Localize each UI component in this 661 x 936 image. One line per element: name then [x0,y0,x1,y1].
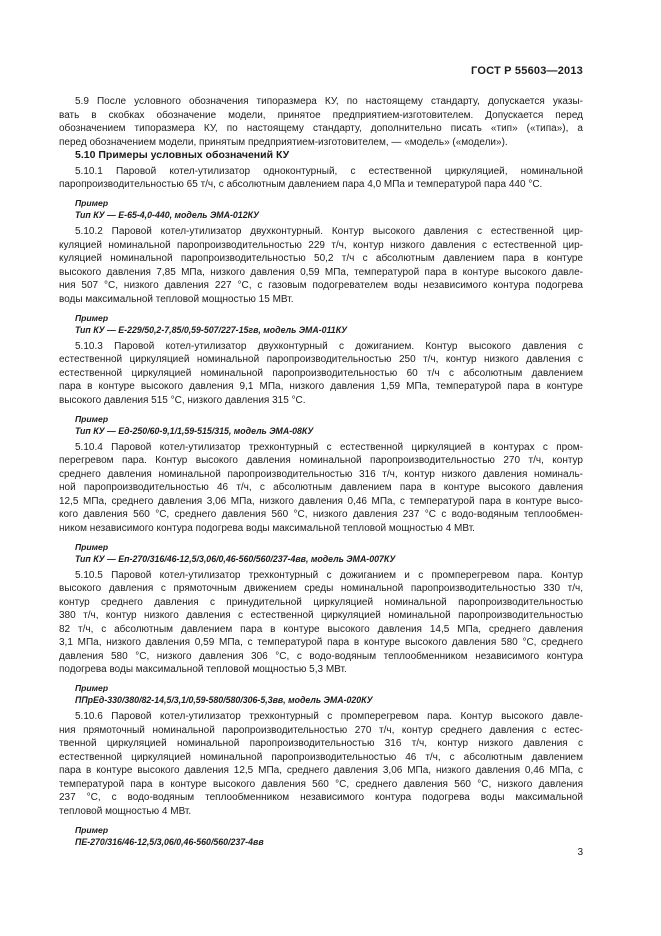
paragraph-line: воды максимальной тепловой мощностью 15 МВт. [59,293,294,305]
paragraph-line: 5.10.2 Паровой котел-утилизатор двухконтурный. Контур высокого давления с естественной цир- [75,226,583,237]
example-label: Пример [75,824,109,835]
paragraph-line: естественной циркуляцией номинальной паропроизводительностью 60 т/ч с абсолютным давлением [59,367,583,379]
example-block [59,312,583,336]
paragraph-line: кого давления 560 °C, среднего давления 560 °C, низкого давления 237 °C с водо-водяным теплообмен- [59,509,583,520]
example-block [59,824,583,848]
paragraph-line: подогрева воды максимальной тепловой мощностью 5,3 МВт. [59,664,347,675]
paragraph-line: ной паропроизводительностью 46 т/ч, с абсолютным давлением пара в контуре высокого давления [59,482,583,493]
example-designation: ППрЕд-330/380/82-14,5/3,1/0,59-580/580/306-5,3вв, модель ЭМА-020КУ [75,695,373,705]
paragraph-line: 82 т/ч, с абсолютным давлением пара в контуре высокого давления 14,5 МПа, среднего давления [59,623,583,635]
clause-5-10-6 [59,710,583,818]
paragraph-line: 3,1 МПа, низкого давления 0,59 МПа, с температурой пара в контуре высокого давления 580 °C, среднего [59,637,583,648]
paragraph-line: перед обозначением модели, принятым предприятием-изготовителем, — «модель» («модели»). [59,136,508,148]
example-label: Пример [75,198,109,208]
paragraph-line: высокого давления с прямоточным движением среды номинальной паропроизводительностью 330 т/ч, [59,583,583,594]
example-label: Пример [75,683,109,693]
example-block [59,682,583,706]
section-heading: 5.10 Примеры условных обозначений КУ [75,149,290,161]
page-number: 3 [577,847,583,858]
example-designation: Тип КУ — Ед-250/60-9,1/1,59-515/315, модель ЭМА-08КУ [75,425,314,436]
clause-5-9 [59,95,583,149]
standard-designation-header: ГОСТ Р 55603—2013 [471,65,583,77]
paragraph-line: 5.10.1 Паровой котел-утилизатор одноконтурный, с естественной циркуляцией, номинальной [75,165,583,177]
clause-5-10-3 [59,340,583,408]
paragraph-line: естественной циркуляцией номинальной паропроизводительностью 250 т/ч, контур низкого давления с [59,354,583,365]
paragraph-line: 380 т/ч, контур низкого давления с естественной циркуляцией номинальной паропроизводительностью [59,610,583,621]
paragraph-line: 5.10.5 Паровой котел-утилизатор трехконтурный с дожиганием и с промперегревом пара. Контур [75,569,583,581]
example-block [59,197,583,221]
paragraph-line: вать в скобках обозначение модели, принятое предприятием-изготовителем. Допускается перед [59,109,583,121]
paragraph-line: тепловой мощностью 4 МВт. [59,805,192,817]
paragraph-line: куляцией номинальной паропроизводительностью 229 т/ч, контур низкого давления с естественной цир- [59,239,583,251]
example-designation: Тип КУ — Е-229/50,2-7,85/0,59-507/227-15гв, модель ЭМА-011КУ [75,324,348,335]
example-label: Пример [75,413,109,424]
paragraph-line: перегревом пара. Контур высокого давления номинальной паропроизводительностью 270 т/ч, контур [59,455,583,466]
paragraph-line: контур среднего давления с принудительной циркуляцией номинальной паропроизводительностью [59,596,583,608]
paragraph-line: температурой пара в контуре высокого давления 560 °C, среднего давления 560 °C, низкого давления [59,778,583,790]
paragraph-line: давления 580 °C, низкого давления 306 °C, с водо-водяным теплообменником независимого контура [59,650,583,662]
paragraph-line: 5.10.6 Паровой котел-утилизатор трехконтурный с промперегревом пара. Контур высокого давле- [75,711,583,722]
paragraph-line: пара в контуре высокого давления 12,5 МПа, среднего давления 3,06 МПа, низкого давления 0,46 МПа, с [59,765,583,776]
paragraph-line: 5.9 После условного обозначения типоразмера КУ, по настоящему стандарту, допускается указы- [75,96,583,107]
clause-5-10-2 [59,225,583,306]
paragraph-line: обозначением типоразмера КУ, по настоящему стандарту, дополнительно писать «тип» («типа»), а [59,123,583,134]
paragraph-line: 5.10.3 Паровой котел-утилизатор двухконтурный с дожиганием. Контур высокого давления с [75,340,583,352]
paragraph-line: твенной циркуляцией номинальной паропроизводительностью 316 т/ч, контур низкого давления с [59,738,583,749]
page-content [59,95,583,852]
paragraph-line: 12,5 МПа, среднего давления 3,06 МПа, низкого давления 0,46 МПа, с температурой пара в контуре высо- [59,495,583,507]
example-block [59,541,583,565]
paragraph-line: ником независимого контура подогрева воды максимальной тепловой мощностью 4 МВт. [59,522,475,534]
example-label: Пример [75,541,109,552]
paragraph-line: паропроизводительностью 65 т/ч, с абсолютным давлением пара 4,0 МПа и температурой пара 440 °C. [59,179,543,190]
paragraph-line: высокого давления 515 °C, низкого давления 315 °C. [59,394,306,406]
paragraph-line: естественной циркуляцией номинальной паропроизводительностью 46 т/ч, с абсолютным давлением [59,751,583,763]
example-label: Пример [75,312,109,323]
paragraph-line: пара в контуре высокого давления 9,1 МПа, низкого давления 1,59 МПа, температурой пара в контуре [59,381,583,392]
paragraph-line: 5.10.4 Паровой котел-утилизатор трехконтурный с естественной циркуляцией в контурах с пром- [75,441,583,453]
paragraph-line: среднего давления номинальной паропроизводительностью 316 т/ч, контур низкого давления номиналь- [59,468,583,480]
example-designation: Тип КУ — Еп-270/316/46-12,5/3,06/0,46-560/560/237-4вв, модель ЭМА-007КУ [75,553,396,564]
clause-5-10-1 [59,165,583,192]
clause-5-10-4 [59,441,583,536]
paragraph-line: 237 °C, с водо-водяным теплообменником независимого контура подогрева воды максимальной [59,792,583,803]
paragraph-line: высокого давления 7,85 МПа, низкого давления 0,59 МПа, температурой пара в контуре высокого давле- [59,266,583,278]
example-designation: ПЕ-270/316/46-12,5/3,06/0,46-560/560/237-4вв [75,836,264,847]
paragraph-line: куляцией номинальной паропроизводительностью 50,2 т/ч с абсолютным давлением пара в контуре [59,253,583,264]
paragraph-line: ния прямоточный номинальной паропроизводительностью 270 т/ч, контур среднего давления с естес- [59,724,583,736]
paragraph-line: ния 507 °C, низкого давления 227 °C, с газовым подогревателем воды независимого контура подогрева [59,280,583,291]
example-block [59,413,583,437]
clause-5-10-5 [59,569,583,677]
example-designation: Тип КУ — Е-65-4,0-440, модель ЭМА-012КУ [75,210,259,220]
